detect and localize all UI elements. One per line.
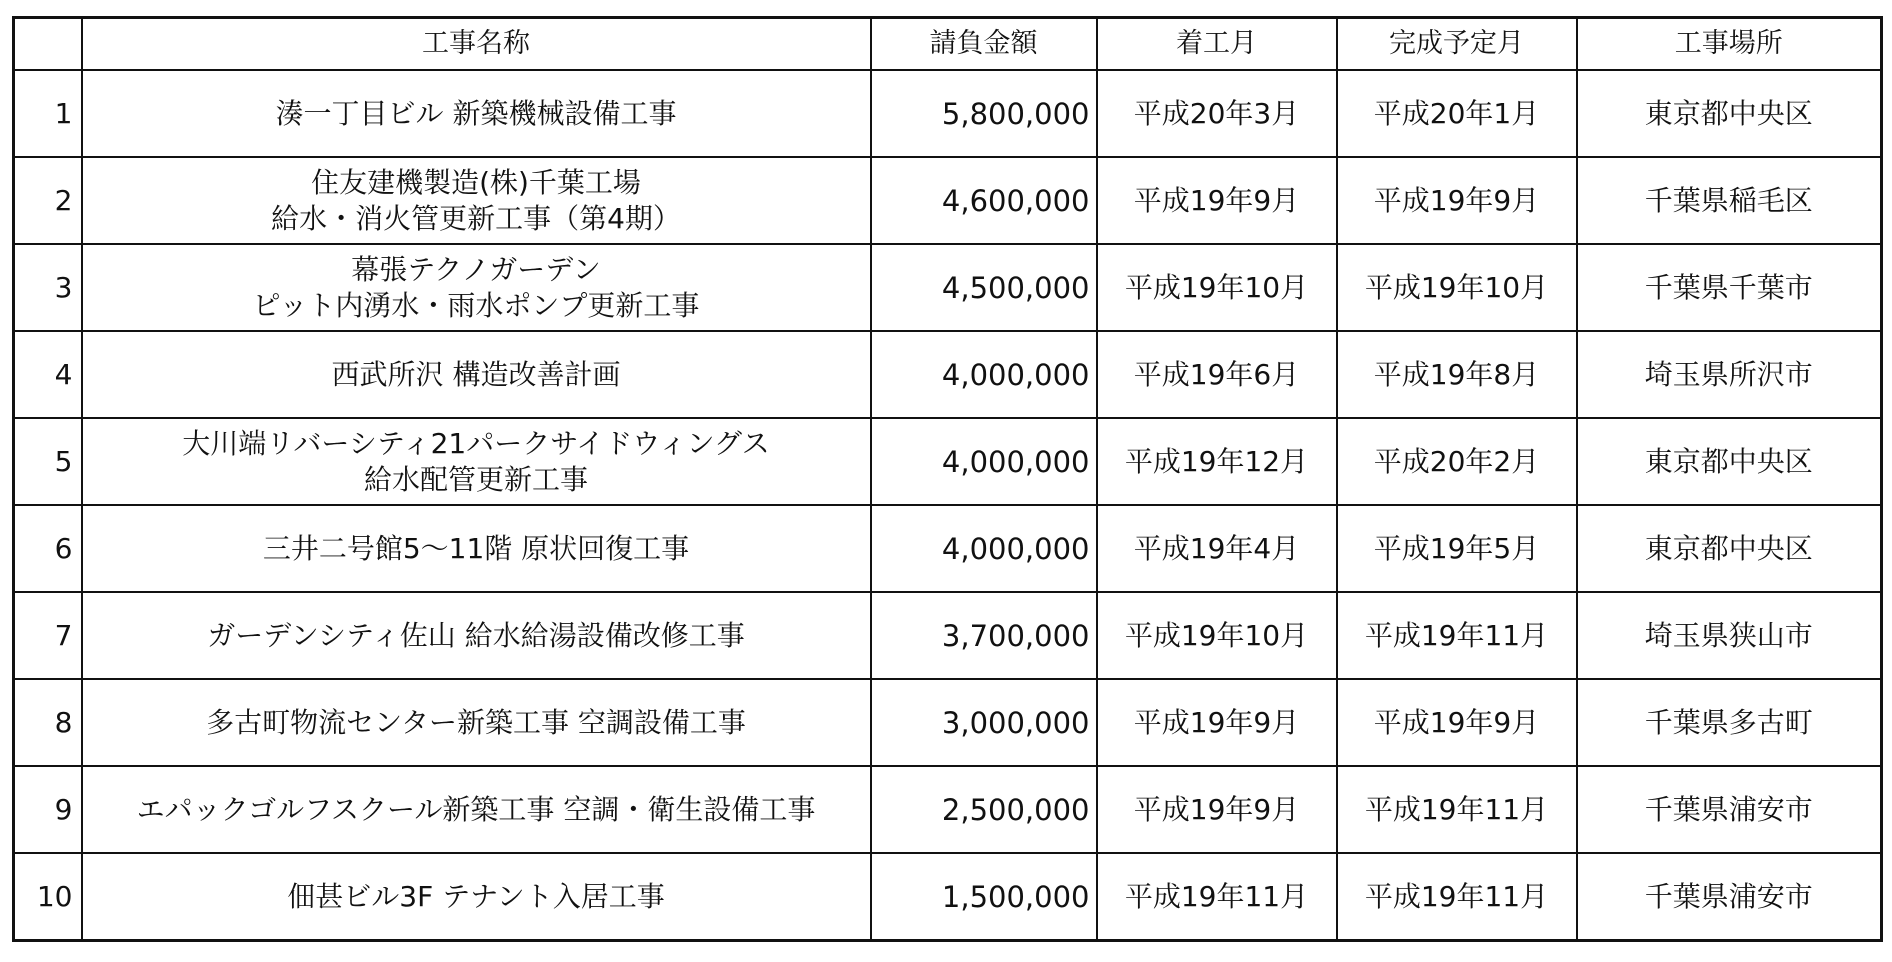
completion-month: 平成19年11月 (1337, 766, 1577, 853)
contract-amount: 4,000,000 (871, 331, 1097, 418)
table-row (14, 244, 1882, 331)
start-month: 平成19年9月 (1097, 766, 1337, 853)
row-number: 7 (14, 592, 82, 679)
work-name-line: 住友建機製造(株)千葉工場 (311, 165, 641, 199)
row-number: 5 (14, 418, 82, 505)
work-name-line: 多古町物流センター新築工事 空調設備工事 (206, 705, 746, 739)
contract-amount: 3,700,000 (871, 592, 1097, 679)
work-place: 千葉県浦安市 (1577, 766, 1882, 853)
start-month: 平成19年4月 (1097, 505, 1337, 592)
work-name-line: 湊一丁目ビル 新築機械設備工事 (275, 96, 677, 130)
start-month: 平成19年9月 (1097, 679, 1337, 766)
start-month: 平成19年10月 (1097, 592, 1337, 679)
row-number: 8 (14, 679, 82, 766)
work-name-line: 給水・消火管更新工事（第4期） (271, 201, 681, 235)
work-name-line: ガーデンシティ佐山 給水給湯設備改修工事 (207, 618, 745, 652)
work-place: 東京都中央区 (1577, 70, 1882, 157)
completion-month: 平成19年8月 (1337, 331, 1577, 418)
row-number: 3 (14, 244, 82, 331)
contract-amount: 4,000,000 (871, 418, 1097, 505)
header-name: 工事名称 (82, 18, 871, 71)
work-place: 東京都中央区 (1577, 418, 1882, 505)
work-name (82, 766, 871, 853)
row-number: 4 (14, 331, 82, 418)
work-name (82, 418, 871, 505)
work-name (82, 505, 871, 592)
contract-amount: 4,500,000 (871, 244, 1097, 331)
table-header (14, 18, 1882, 71)
work-name-line: 三井二号館5～11階 原状回復工事 (262, 531, 690, 565)
work-name-line: ピット内湧水・雨水ポンプ更新工事 (252, 288, 700, 322)
work-name (82, 592, 871, 679)
table-row (14, 766, 1882, 853)
work-name-line: 西武所沢 構造改善計画 (331, 357, 621, 391)
table-row (14, 70, 1882, 157)
work-name-line: 給水配管更新工事 (363, 462, 588, 496)
work-name-line: 幕張テクノガーデン (351, 252, 601, 286)
start-month: 平成19年11月 (1097, 853, 1337, 941)
header-end-month: 完成予定月 (1337, 18, 1577, 71)
start-month: 平成20年3月 (1097, 70, 1337, 157)
work-name (82, 853, 871, 941)
work-name (82, 244, 871, 331)
work-name-line: 佃甚ビル3F テナント入居工事 (287, 879, 665, 913)
table-body (14, 70, 1882, 941)
start-month: 平成19年12月 (1097, 418, 1337, 505)
contract-amount: 3,000,000 (871, 679, 1097, 766)
start-month: 平成19年9月 (1097, 157, 1337, 244)
contract-amount: 4,600,000 (871, 157, 1097, 244)
row-number: 2 (14, 157, 82, 244)
work-place: 東京都中央区 (1577, 505, 1882, 592)
completion-month: 平成19年9月 (1337, 157, 1577, 244)
row-number: 1 (14, 70, 82, 157)
row-number: 9 (14, 766, 82, 853)
table-row (14, 331, 1882, 418)
start-month: 平成19年6月 (1097, 331, 1337, 418)
row-number: 10 (14, 853, 82, 941)
table-row (14, 505, 1882, 592)
work-name-line: エパックゴルフスクール新築工事 空調・衛生設備工事 (136, 792, 816, 826)
completion-month: 平成19年9月 (1337, 679, 1577, 766)
header-no (14, 18, 82, 71)
work-name-line: 大川端リバーシティ21パークサイドウィングス (182, 426, 770, 460)
table-row (14, 679, 1882, 766)
work-name (82, 70, 871, 157)
completion-month: 平成19年11月 (1337, 853, 1577, 941)
work-place: 千葉県浦安市 (1577, 853, 1882, 941)
contract-amount: 1,500,000 (871, 853, 1097, 941)
work-place: 千葉県稲毛区 (1577, 157, 1882, 244)
work-name (82, 679, 871, 766)
header-start-month: 着工月 (1097, 18, 1337, 71)
completion-month: 平成19年10月 (1337, 244, 1577, 331)
header-place: 工事場所 (1577, 18, 1882, 71)
work-name (82, 331, 871, 418)
completion-month: 平成20年2月 (1337, 418, 1577, 505)
construction-works-table (12, 16, 1883, 942)
contract-amount: 2,500,000 (871, 766, 1097, 853)
header-row (14, 18, 1882, 71)
completion-month: 平成19年11月 (1337, 592, 1577, 679)
table-row (14, 157, 1882, 244)
table-row (14, 418, 1882, 505)
contract-amount: 5,800,000 (871, 70, 1097, 157)
work-place: 千葉県千葉市 (1577, 244, 1882, 331)
completion-month: 平成19年5月 (1337, 505, 1577, 592)
start-month: 平成19年10月 (1097, 244, 1337, 331)
header-amount: 請負金額 (871, 18, 1097, 71)
table-row (14, 853, 1882, 941)
row-number: 6 (14, 505, 82, 592)
table-row (14, 592, 1882, 679)
work-place: 埼玉県狭山市 (1577, 592, 1882, 679)
contract-amount: 4,000,000 (871, 505, 1097, 592)
work-place: 千葉県多古町 (1577, 679, 1882, 766)
work-name (82, 157, 871, 244)
work-place: 埼玉県所沢市 (1577, 331, 1882, 418)
completion-month: 平成20年1月 (1337, 70, 1577, 157)
